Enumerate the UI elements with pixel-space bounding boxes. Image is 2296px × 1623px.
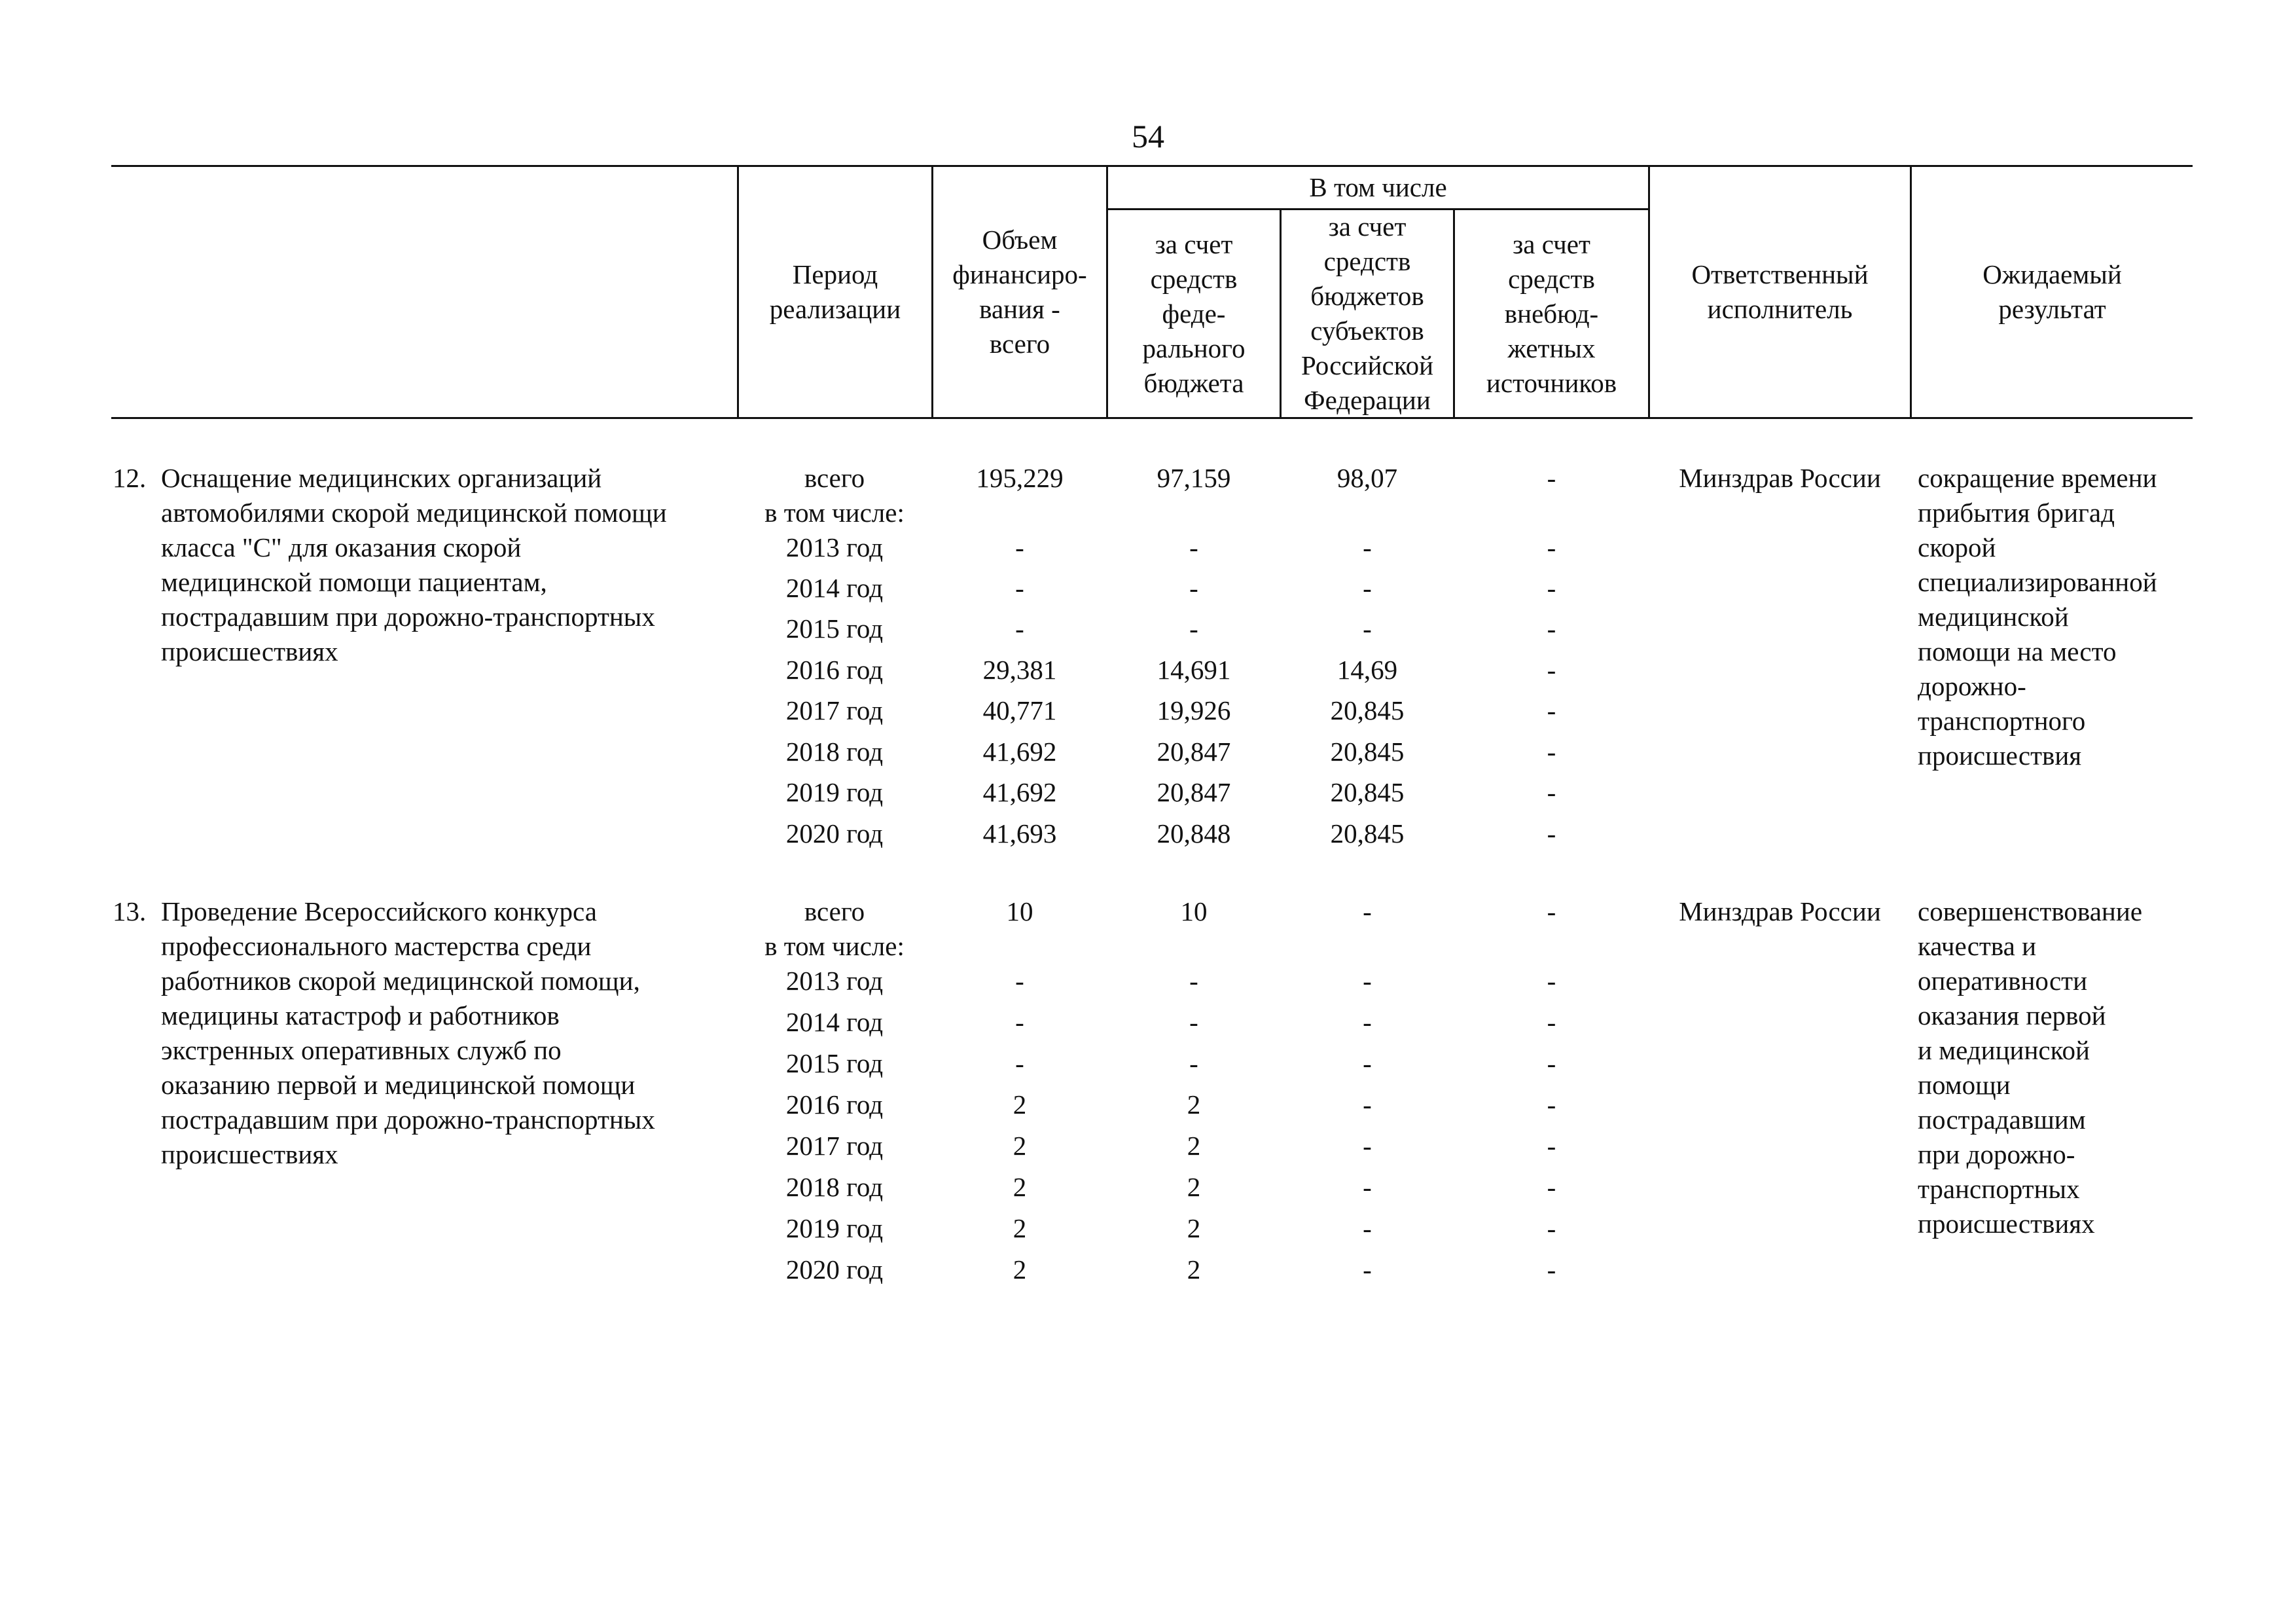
regional-value: 20,845 — [1330, 818, 1405, 848]
header-regional: за счет средств бюджетов субъектов Российской Федерации — [1300, 211, 1434, 415]
extrabudget-value: - — [1547, 1131, 1556, 1161]
volume-value: 29,381 — [982, 655, 1057, 685]
expected-result: сокращение времени прибытия бригад скорой специализированной медицинской помощи на место дорожно- транспортного происшествия — [1918, 463, 2157, 771]
extrabudget-value: - — [1547, 1254, 1556, 1285]
federal-value: 20,847 — [1157, 737, 1231, 767]
volume-value: - — [1015, 532, 1024, 562]
extrabudget-value: - — [1547, 532, 1556, 562]
executor: Минздрав России — [1679, 463, 1881, 493]
regional-value: - — [1363, 966, 1372, 996]
federal-value: 20,848 — [1157, 818, 1231, 848]
extrabudget-value: - — [1547, 1213, 1556, 1243]
regional-value: - — [1363, 1172, 1372, 1202]
regional-value: 98,07 — [1336, 463, 1398, 493]
period-year: 2019 год — [785, 777, 884, 807]
header-federal: за счет средств феде- рального бюджета — [1142, 228, 1246, 398]
period-subheader: в том числе: — [764, 498, 905, 528]
regional-value: - — [1363, 1007, 1372, 1037]
extrabudget-value: - — [1547, 573, 1556, 603]
federal-value: - — [1189, 613, 1198, 644]
row-title: Оснащение медицинских организаций автомобилями скорой медицинской помощи класса "С" для оказания скорой медицинской помощи пациентам, пострадавшим при дорожно-транспортных происшествиях — [161, 463, 667, 666]
federal-value: 2 — [1187, 1213, 1201, 1243]
expected-result: совершенствование качества и оперативности оказания первой и медицинской помощи пострадавшим при дорожно- транспортных происшествиях — [1918, 896, 2143, 1239]
period-year: 2014 год — [785, 573, 884, 603]
period-year: 2017 год — [785, 1131, 884, 1161]
extrabudget-value: - — [1547, 1048, 1556, 1078]
period-year: 2018 год — [785, 1172, 884, 1202]
period-year: 2015 год — [785, 613, 884, 644]
volume-value: 2 — [1013, 1089, 1027, 1120]
extrabudget-value: - — [1547, 1007, 1556, 1037]
volume-value: 2 — [1013, 1131, 1027, 1161]
volume-value: 10 — [1006, 896, 1033, 926]
period-year: 2016 год — [785, 1089, 884, 1120]
extrabudget-value: - — [1547, 737, 1556, 767]
regional-value: 20,845 — [1330, 695, 1405, 725]
regional-value: 20,845 — [1330, 777, 1405, 807]
period-year: 2016 год — [785, 655, 884, 685]
regional-value: - — [1363, 532, 1372, 562]
header-extrabudget: за счет средств внебюд- жетных источников — [1486, 228, 1617, 398]
federal-value: - — [1189, 966, 1198, 996]
page-number: 54 — [1132, 118, 1164, 155]
volume-value: 40,771 — [982, 695, 1057, 725]
regional-value: - — [1363, 613, 1372, 644]
period-subheader: в том числе: — [764, 931, 905, 961]
volume-value: 41,692 — [982, 737, 1057, 767]
federal-value: 19,926 — [1157, 695, 1231, 725]
volume-value: - — [1015, 1048, 1024, 1078]
period-year: 2015 год — [785, 1048, 884, 1078]
period-year: 2020 год — [785, 1254, 884, 1285]
row-number: 12. — [113, 463, 147, 493]
federal-value: 2 — [1187, 1089, 1201, 1120]
header-including: В том числе — [1309, 172, 1447, 202]
extrabudget-value: - — [1547, 655, 1556, 685]
extrabudget-value: - — [1547, 1172, 1556, 1202]
header-result: Ожидаемый результат — [1982, 259, 2122, 324]
extrabudget-value: - — [1547, 966, 1556, 996]
row-number: 13. — [113, 896, 147, 926]
regional-value: - — [1363, 1254, 1372, 1285]
period-year: 2019 год — [785, 1213, 884, 1243]
extrabudget-value: - — [1547, 1089, 1556, 1120]
volume-value: 41,692 — [982, 777, 1057, 807]
regional-value: - — [1363, 573, 1372, 603]
regional-value: - — [1363, 1089, 1372, 1120]
volume-value: 2 — [1013, 1213, 1027, 1243]
volume-value: 2 — [1013, 1172, 1027, 1202]
header-volume: Объем финансиро- вания - всего — [952, 225, 1087, 359]
header-bottom-rule — [111, 417, 2193, 419]
header-executor: Ответственный исполнитель — [1691, 259, 1869, 324]
executor: Минздрав России — [1679, 896, 1881, 926]
extrabudget-value: - — [1547, 777, 1556, 807]
volume-value: 2 — [1013, 1254, 1027, 1285]
volume-value: - — [1015, 1007, 1024, 1037]
federal-value: - — [1189, 1007, 1198, 1037]
federal-value: 2 — [1187, 1172, 1201, 1202]
federal-value: - — [1189, 573, 1198, 603]
extrabudget-value: - — [1547, 463, 1556, 493]
federal-value: 97,159 — [1157, 463, 1231, 493]
extrabudget-value: - — [1547, 818, 1556, 848]
regional-value: 14,69 — [1336, 655, 1398, 685]
period-year: 2013 год — [785, 532, 884, 562]
regional-value: - — [1363, 1048, 1372, 1078]
volume-value: - — [1015, 613, 1024, 644]
volume-value: 195,229 — [976, 463, 1064, 493]
period-year: 2017 год — [785, 695, 884, 725]
row-title: Проведение Всероссийского конкурса профессионального мастерства среди работников скорой медицинской помощи, медицины катастроф и работников экстренных оперативных служб по оказанию первой и медицинской помощи пострадавшим при дорожно-транспортных происшествиях — [161, 896, 655, 1169]
period-year: 2020 год — [785, 818, 884, 848]
extrabudget-value: - — [1547, 695, 1556, 725]
regional-value: - — [1363, 896, 1372, 926]
federal-value: 14,691 — [1157, 655, 1231, 685]
federal-value: 2 — [1187, 1254, 1201, 1285]
federal-value: - — [1189, 532, 1198, 562]
regional-value: - — [1363, 1131, 1372, 1161]
federal-value: 2 — [1187, 1131, 1201, 1161]
period-total: всего — [804, 463, 865, 493]
regional-value: 20,845 — [1330, 737, 1405, 767]
regional-value: - — [1363, 1213, 1372, 1243]
period-year: 2014 год — [785, 1007, 884, 1037]
period-year: 2013 год — [785, 966, 884, 996]
federal-value: 20,847 — [1157, 777, 1231, 807]
extrabudget-value: - — [1547, 896, 1556, 926]
period-total: всего — [804, 896, 865, 926]
period-year: 2018 год — [785, 737, 884, 767]
header-period: Период реализации — [769, 259, 901, 324]
volume-value: 41,693 — [982, 818, 1057, 848]
volume-value: - — [1015, 573, 1024, 603]
federal-value: - — [1189, 1048, 1198, 1078]
extrabudget-value: - — [1547, 613, 1556, 644]
federal-value: 10 — [1180, 896, 1208, 926]
volume-value: - — [1015, 966, 1024, 996]
